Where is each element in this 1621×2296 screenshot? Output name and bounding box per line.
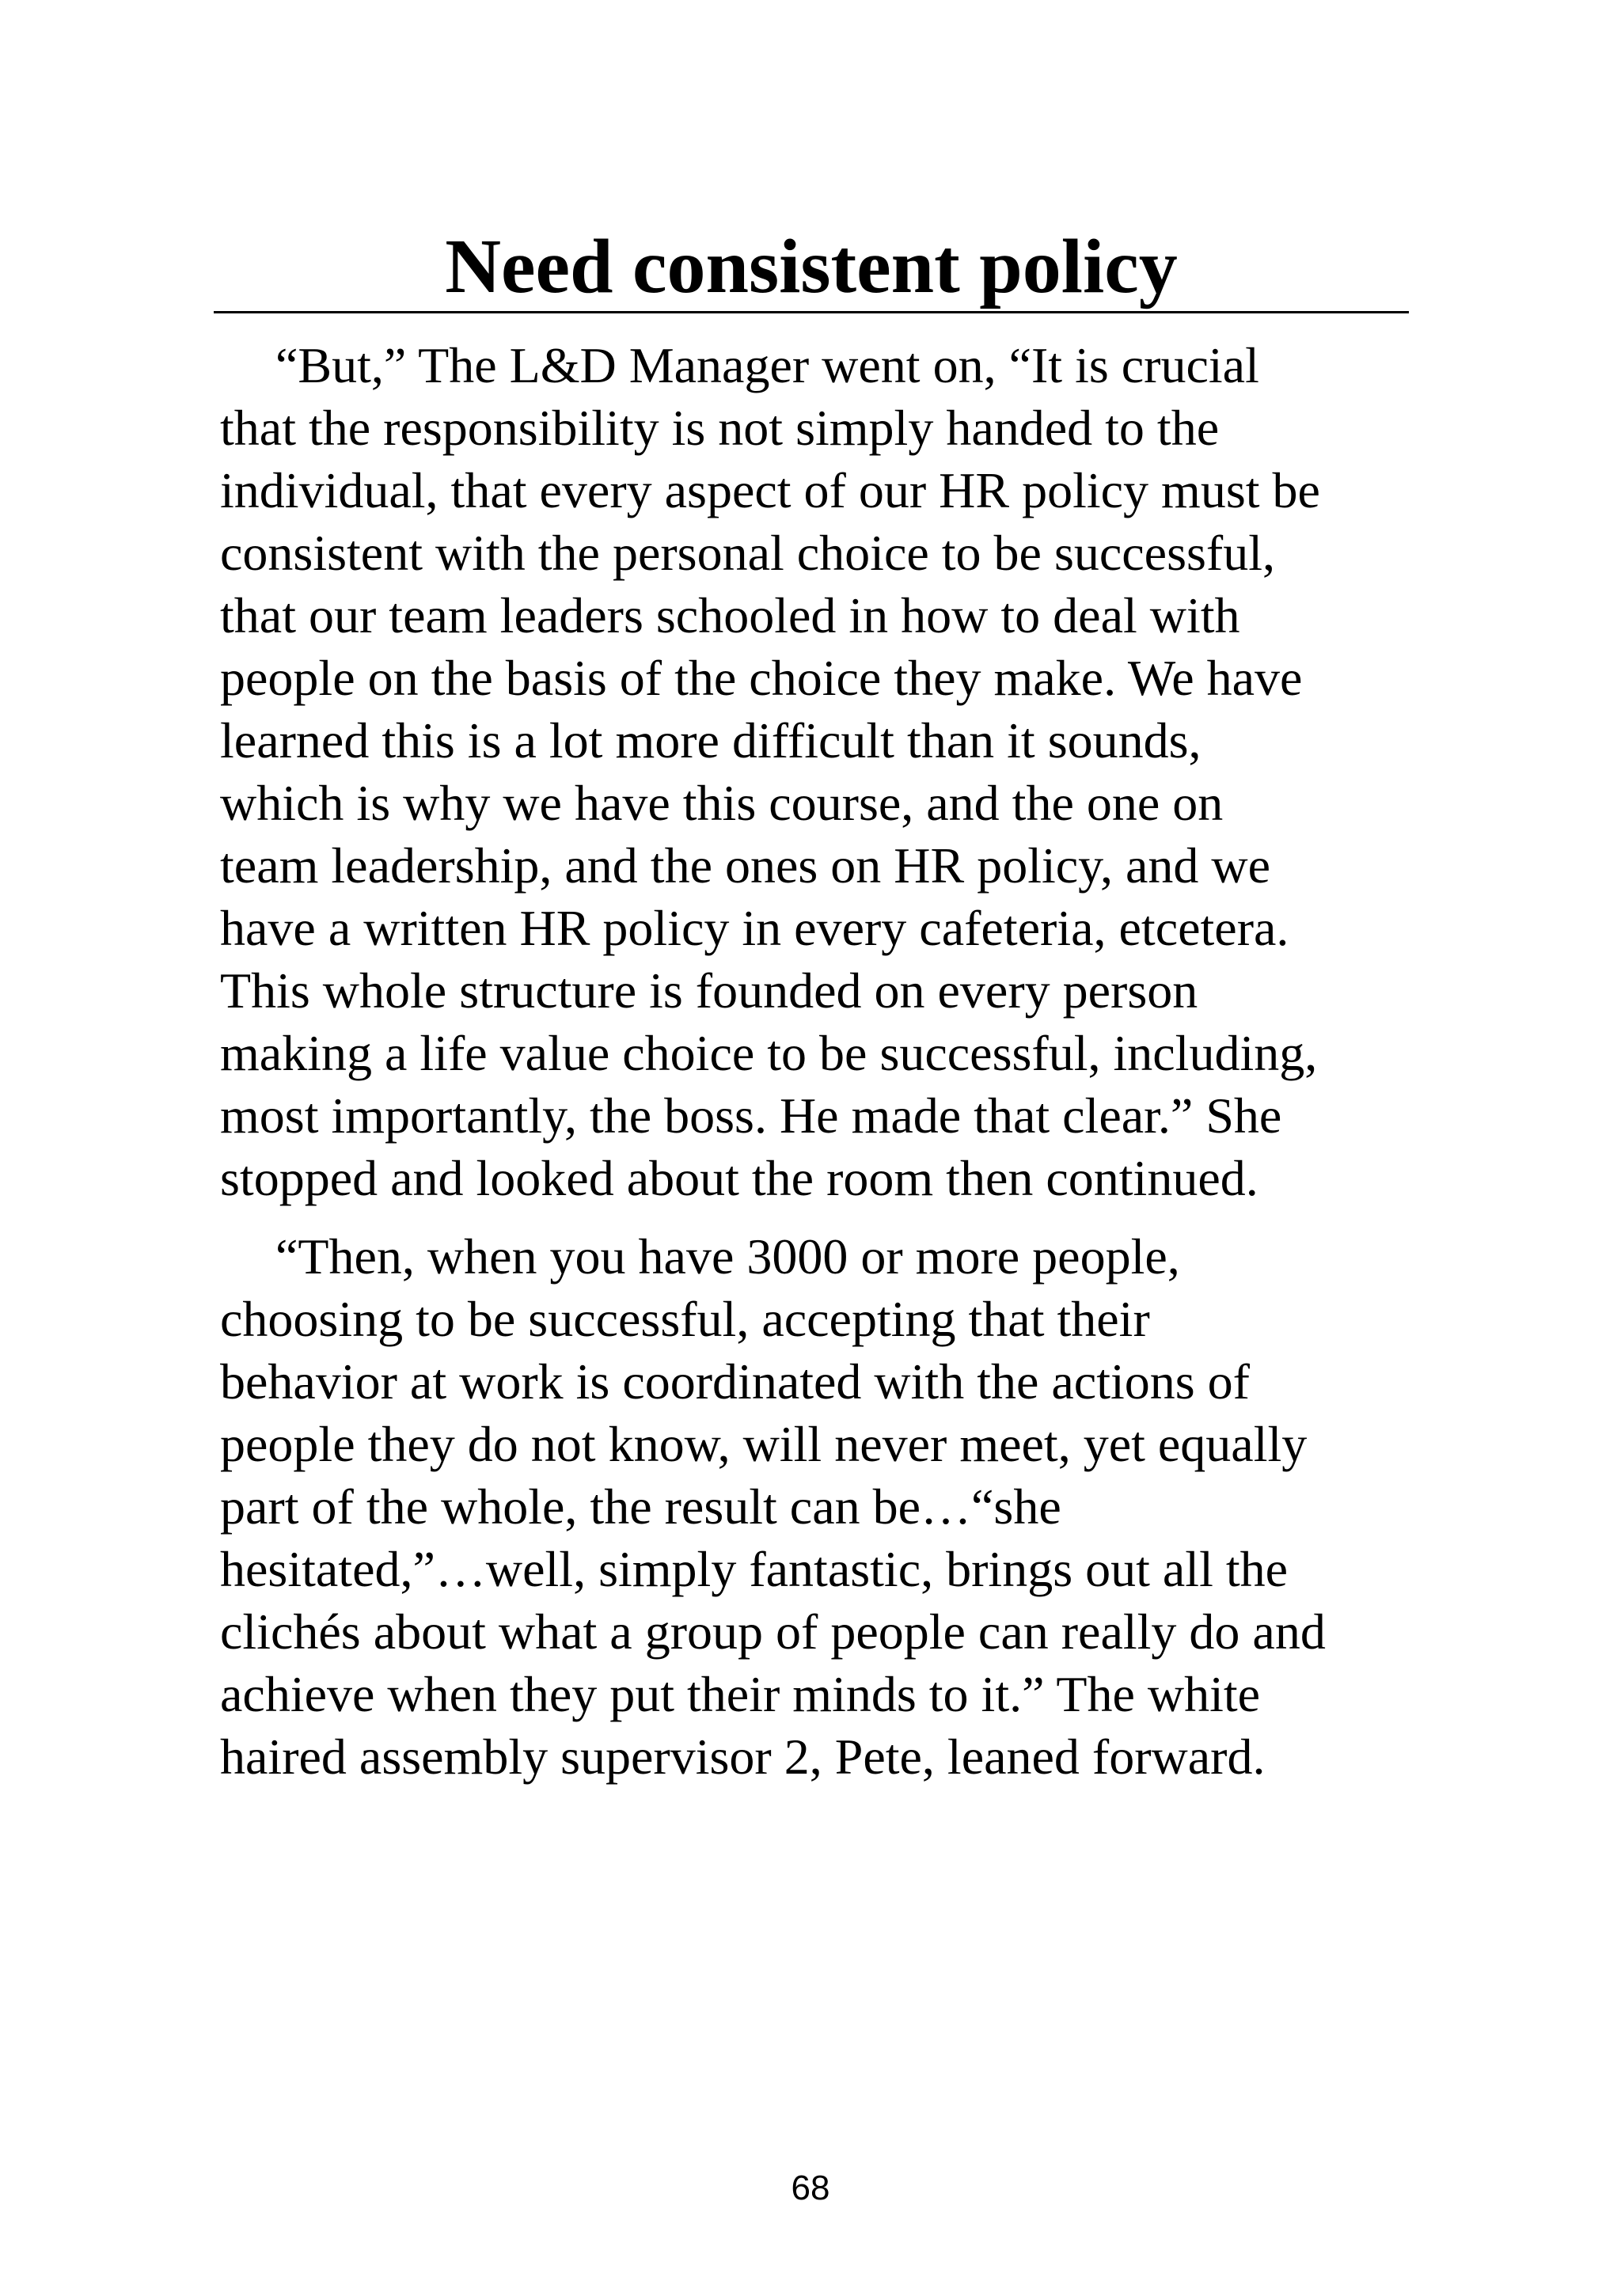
body-text (220, 334, 1439, 1788)
heading-rule (214, 311, 1409, 313)
text-line: most importantly, the boss. He made that clear.” She (220, 1087, 1282, 1144)
text-line: people on the basis of the choice they make. We have (220, 650, 1303, 706)
text-line: achieve when they put their minds to it.” The white (220, 1666, 1261, 1722)
text-line: have a written HR policy in every cafeteria, etcetera. (220, 900, 1289, 956)
text-line: individual, that every aspect of our HR policy must be (220, 462, 1320, 518)
text-line: This whole structure is founded on every person (220, 962, 1198, 1019)
text-line: hesitated,”…well, simply fantastic, brings out all the (220, 1541, 1289, 1597)
text-line: which is why we have this course, and the one on (220, 775, 1224, 831)
text-line: learned this is a lot more difficult than it sounds, (220, 712, 1202, 768)
text-line: that our team leaders schooled in how to deal with (220, 587, 1240, 643)
text-line: part of the whole, the result can be…“she (220, 1478, 1061, 1535)
text-line: clichés about what a group of people can really do and (220, 1603, 1326, 1660)
text-line: consistent with the personal choice to be successful, (220, 525, 1275, 581)
text-line: “Then, when you have 3000 or more people, (275, 1228, 1180, 1285)
paragraph-1 (220, 334, 1439, 1209)
text-line: people they do not know, will never meet, yet equally (220, 1416, 1308, 1472)
text-line: haired assembly supervisor 2, Pete, leaned forward. (220, 1729, 1266, 1785)
text-line: “But,” The L&D Manager went on, “It is crucial (275, 337, 1259, 393)
text-line: behavior at work is coordinated with the actions of (220, 1353, 1250, 1410)
text-line: stopped and looked about the room then continued. (220, 1150, 1258, 1206)
section-heading: Need consistent policy (445, 224, 1178, 309)
page-number: 68 (791, 2169, 830, 2207)
text-line: team leadership, and the ones on HR policy, and we (220, 837, 1271, 894)
text-line: choosing to be successful, accepting that their (220, 1291, 1150, 1347)
text-line: making a life value choice to be successful, including, (220, 1025, 1318, 1081)
paragraph-2 (220, 1225, 1439, 1788)
text-line: that the responsibility is not simply handed to the (220, 400, 1220, 456)
